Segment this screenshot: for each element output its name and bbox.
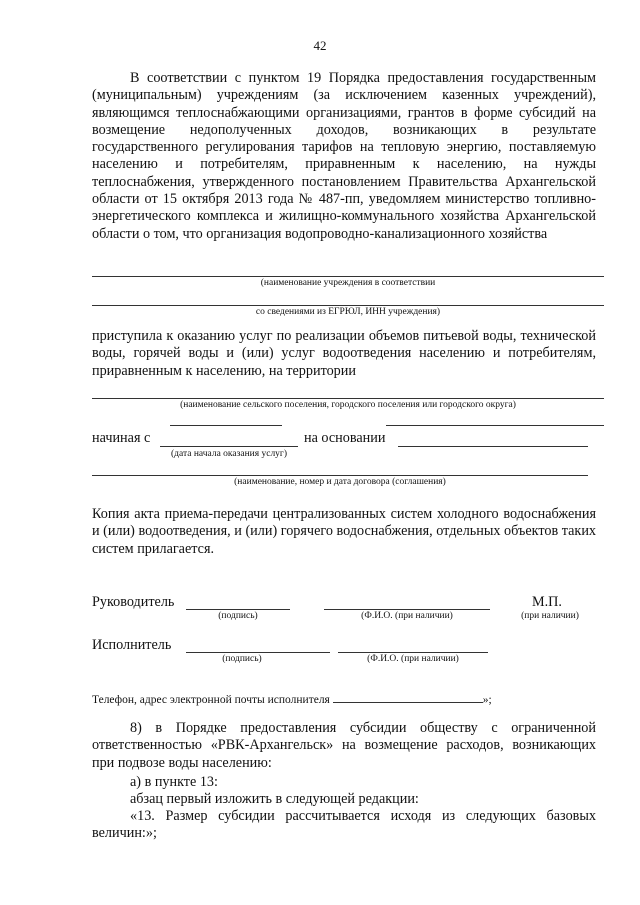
intro-text: В соответствии с пунктом 19 Порядка предоставления государственным (муниципальным) учреждениям (за исключением казенных учреждений), являющимся теплоснабжающими организациями, грантов в форме субсидий на возмещение недополученных доходов, возникающих в результате государственного регулирования тарифов на тепловую энергию, поставляемую населению и потребителям, приравненным к населению, на нужды теплоснабжения, утвержденного постановлением Правительства Архангельской области от 15 октября 2013 года № 487-пп, уведомляем министерство топливно-энергетического комплекса и жилищно-коммунального хозяйства Архангельской области о том, что организация водопроводно-канализационного хозяйства (92, 70, 596, 242)
stamp-caption: (при наличии) (521, 611, 579, 621)
head-signature-caption: (подпись) (218, 611, 258, 621)
egrul-line (92, 305, 604, 306)
item13-text: «13. Размер субсидии рассчитывается исходя из следующих базовых величин:»; (92, 808, 596, 842)
org-name-caption: (наименование учреждения в соответствии (260, 278, 436, 288)
start-date-caption: (дата начала оказания услуг) (171, 449, 287, 459)
item8-paragraph (92, 720, 596, 772)
contract-caption: (наименование, номер и дата договора (соглашения) (234, 477, 446, 487)
services-paragraph: приступила к оказанию услуг по реализации объемов питьевой воды, технической воды, горячей воды и (или) услуг водоотведения населению и потребителям, приравненным к населению, на территории (92, 328, 596, 379)
start-date-field[interactable] (160, 446, 298, 447)
executor-signature-caption: (подпись) (222, 654, 262, 664)
head-signature-field[interactable] (186, 609, 290, 610)
phone-label: Телефон, адрес электронной почты исполнителя (92, 694, 330, 706)
executor-signature-field[interactable] (186, 652, 330, 653)
executor-fio-field[interactable] (338, 652, 488, 653)
phone-email-row (92, 690, 492, 706)
short-line-left (170, 425, 282, 426)
short-line-right (386, 425, 604, 426)
starting-from-label: начиная с (92, 430, 151, 446)
territory-caption: (наименование сельского поселения, городского поселения или городского округа) (180, 400, 516, 410)
item13-paragraph (92, 808, 596, 843)
executor-fio-caption: (Ф.И.О. (при наличии) (367, 654, 459, 664)
org-name-line (92, 276, 604, 277)
item-abzac: абзац первый изложить в следующей редакции: (130, 791, 419, 807)
based-on-label: на основании (304, 430, 386, 446)
intro-paragraph (92, 70, 596, 243)
phone-email-field[interactable] (333, 690, 483, 703)
head-fio-field[interactable] (324, 609, 490, 610)
head-label: Руководитель (92, 594, 175, 610)
head-fio-caption: (Ф.И.О. (при наличии) (361, 611, 453, 621)
territory-line (92, 398, 604, 399)
stamp-label: М.П. (532, 594, 562, 610)
contract-line (92, 475, 588, 476)
item8-text: 8) в Порядке предоставления субсидии обществу с ограниченной ответственностью «РВК-Архангельск» на возмещение расходов, возникающих при подвозе воды населению: (92, 720, 596, 771)
egrul-caption: со сведениями из ЕГРЮЛ, ИНН учреждения) (255, 307, 441, 317)
basis-field[interactable] (398, 446, 588, 447)
copy-act-paragraph: Копия акта приема-передачи централизованных систем холодного водоснабжения и (или) водоотведения, и (или) горячего водоснабжения, отдельных объектов таких систем прилагается. (92, 506, 596, 557)
executor-label: Исполнитель (92, 637, 172, 653)
phone-end: »; (482, 694, 492, 706)
page-number: 42 (313, 38, 327, 53)
item-a: а) в пункте 13: (130, 774, 218, 790)
